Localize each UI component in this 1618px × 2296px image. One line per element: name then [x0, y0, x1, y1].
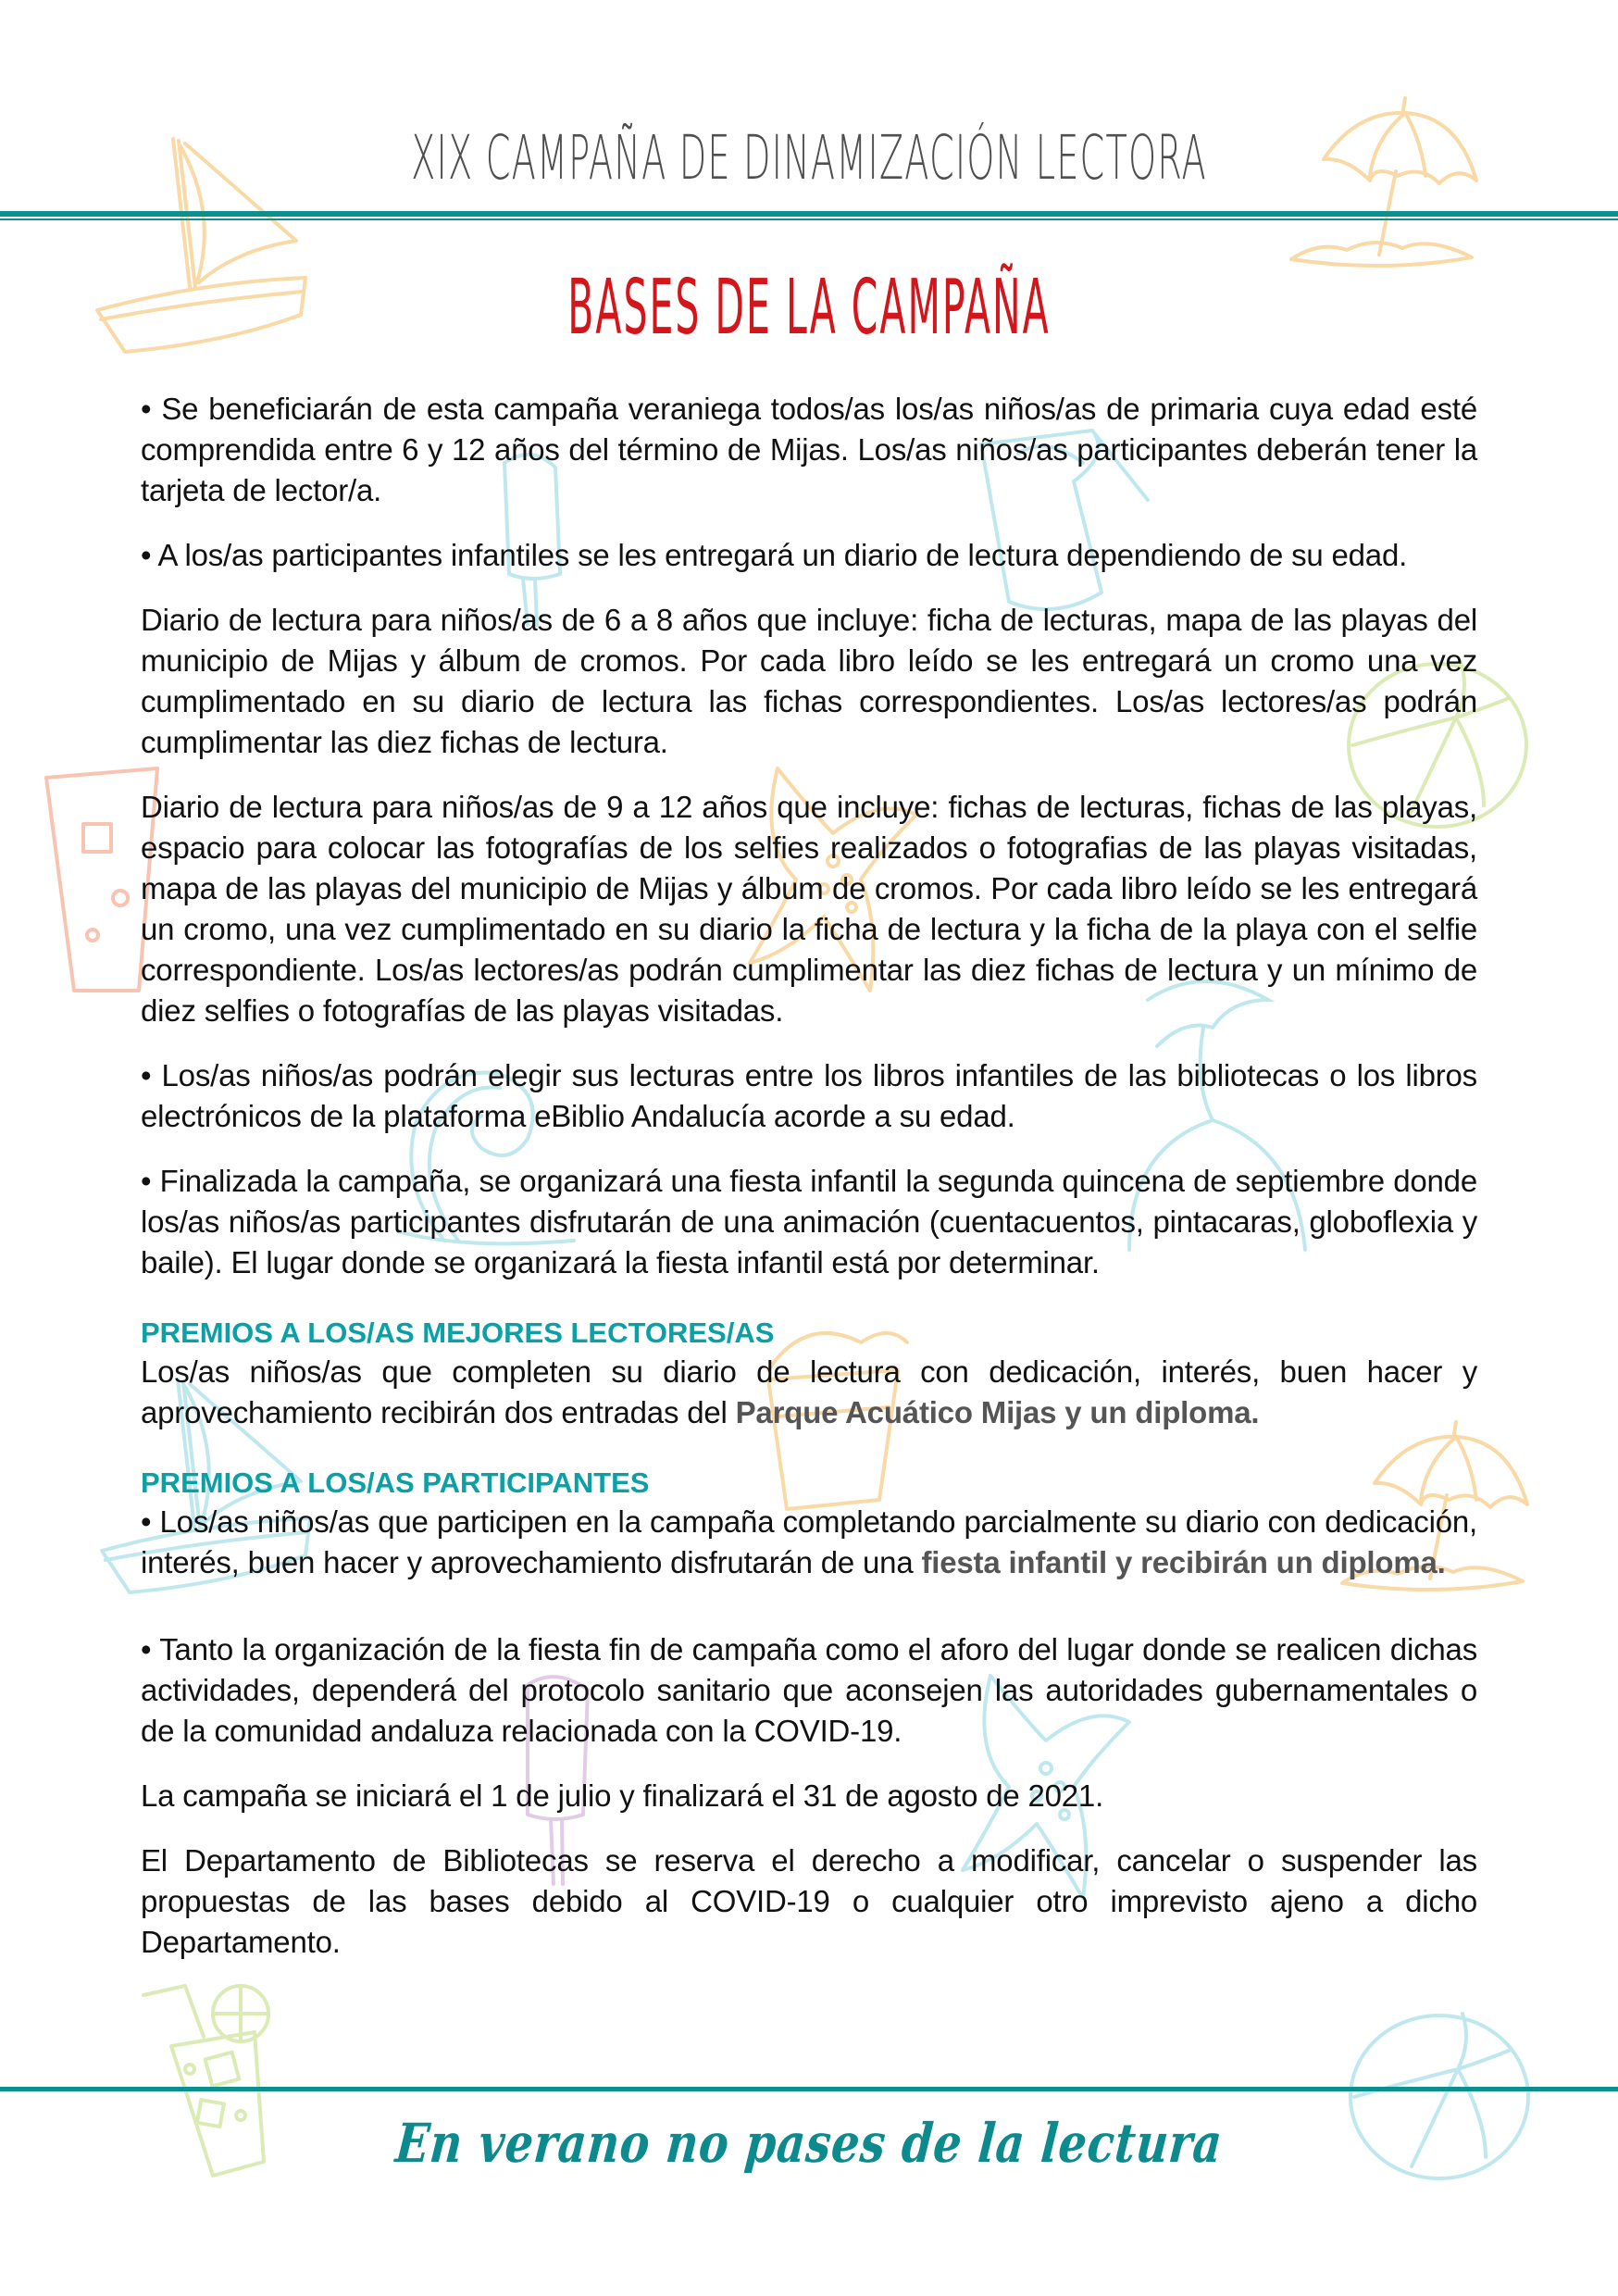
- header-divider: [0, 211, 1618, 217]
- paragraph-diary-6-8: Diario de lectura para niños/as de 6 a 8 años que incluye: ficha de lecturas, mapa de las playas del municipio de Mijas y álbum de cromos. Por cada libro leído se les entregará un cromo una vez cumplimentado en su diario de lectura las fichas correspondientes. Los/as lectores/as podrán cumplimentar las diez fichas de lectura.: [141, 603, 1477, 759]
- sailboat-icon: [88, 130, 310, 370]
- paragraph-reading-choice: • Los/as niños/as podrán elegir sus lecturas entre los libros infantiles de las bibliotecas o los libros electrónicos de la plataforma eBiblio Andalucía acorde a su edad.: [141, 1058, 1477, 1133]
- paragraph-covid-protocol: • Tanto la organización de la fiesta fin de campaña como el aforo del lugar donde se realicen dichas actividades, dependerá del protocolo sanitario que aconsejen las autoridades gubernamentales o de la comunidad andaluza relacionada con la COVID-19.: [141, 1632, 1477, 1748]
- best-prize-highlight: Parque Acuático Mijas y un diploma.: [735, 1395, 1260, 1429]
- heading-best-readers-prize: PREMIOS A LOS/AS MEJORES LECTORES/AS: [141, 1316, 775, 1349]
- best-prize-text: Los/as niños/as que completen su diario de lectura con dedicación, interés, buen hacer y aprovechamiento recibirán dos entradas del: [141, 1354, 1477, 1429]
- paragraph-party: • Finalizada la campaña, se organizará una fiesta infantil la segunda quincena de septiembre donde los/as niños/as participantes disfrutarán de una animación (cuentacuentos, pintacaras, globoflexia y baile). El lugar donde se organizará la fiesta infantil está por determinar.: [141, 1164, 1477, 1279]
- participants-prize-text: • Los/as niños/as que participen en la campaña completando parcialmente su diario con dedicación, interés, buen hacer y aprovechamiento disfrutarán de una: [141, 1504, 1477, 1579]
- header-divider-thin: [0, 218, 1618, 220]
- paragraph-best-readers-prize: [141, 1352, 1477, 1433]
- footer-slogan: En verano no pases de la lectura: [392, 2112, 1226, 2175]
- heading-participants-prize: PREMIOS A LOS/AS PARTICIPANTES: [141, 1466, 650, 1499]
- beach-umbrella-icon: [1282, 93, 1486, 278]
- paragraph-diary-9-12: Diario de lectura para niños/as de 9 a 12 años que incluye: fichas de lecturas, fichas de las playas, espacio para colocar las fotografías de los selfies realizados o fotografias de las playas visitadas, mapa de las playas del municipio de Mijas y álbum de cromos. Por cada libro leído se les entregará un cromo, una vez cumplimentado en su diario la ficha de lectura y la ficha de la playa con el selfie correspondiente. Los/as lectores/as podrán cumplimentar las diez fichas de lectura y un mínimo de diez selfies o fotografías de las playas visitadas.: [141, 790, 1477, 1028]
- campaign-header-title: XIX CAMPAÑA DE DINAMIZACIÓN LECTORA: [411, 122, 1207, 193]
- participants-prize-highlight: fiesta infantil y recibirán un diploma.: [921, 1545, 1446, 1579]
- paragraph-campaign-dates: La campaña se iniciará el 1 de julio y finalizará el 31 de agosto de 2021.: [141, 1778, 1104, 1813]
- paragraph-participants-prize: [141, 1502, 1477, 1583]
- footer-divider: [0, 2087, 1618, 2091]
- page-title: BASES DE LA CAMPAÑA: [567, 264, 1051, 352]
- paragraph-reading-diary: • A los/as participantes infantiles se les entregará un diario de lectura dependiendo de su edad.: [141, 538, 1408, 572]
- paragraph-beneficiaries: • Se beneficiarán de esta campaña veraniega todos/as los/as niños/as de primaria cuya edad esté comprendida entre 6 y 12 años del término de Mijas. Los/as niños/as participantes deberán tener la tarjeta de lector/a.: [141, 392, 1477, 507]
- paragraph-department-reserve: El Departamento de Bibliotecas se reserva el derecho a modificar, cancelar o suspender las propuestas de las bases debido al COVID-19 o cualquier otro imprevisto ajeno a dicho Departamento.: [141, 1843, 1477, 1959]
- document-body: [141, 389, 1477, 1987]
